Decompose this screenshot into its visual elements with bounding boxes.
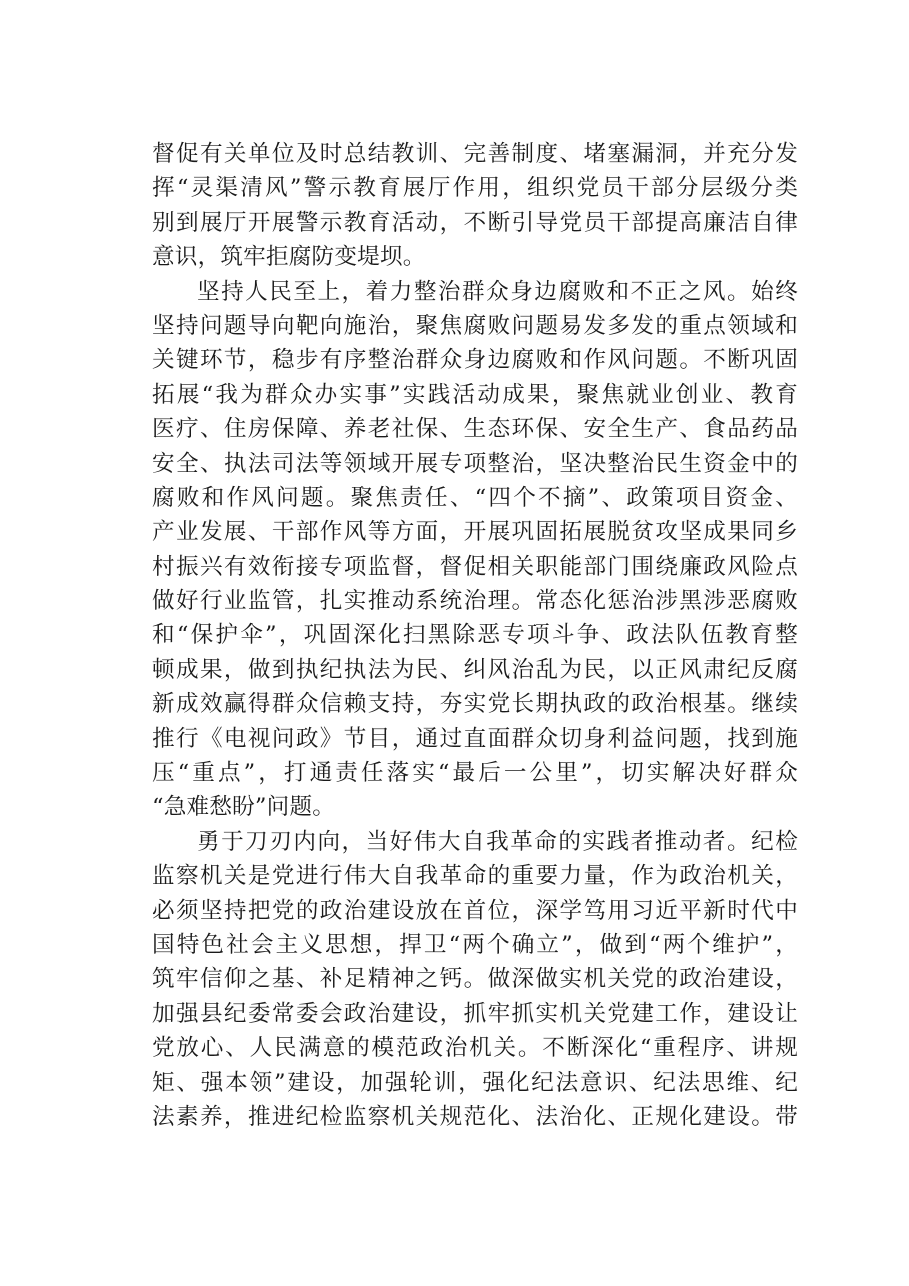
text-line: 筑牢信仰之基、补足精神之钙。做深做实机关党的政治建设， <box>152 966 798 993</box>
text-line: 监察机关是党进行伟大自我革命的重要力量，作为政治机关， <box>152 863 798 890</box>
text-line: 别到展厅开展警示教育活动，不断引导党员干部提高廉洁自律 <box>152 209 798 236</box>
text-line: 关键环节，稳步有序整治群众身边腐败和作风问题。不断巩固 <box>152 347 798 374</box>
text-line: 产业发展、干部作风等方面，开展巩固拓展脱贫攻坚成果同乡 <box>152 519 798 546</box>
document-body <box>152 137 798 1134</box>
text-line: 腐败和作风问题。聚焦责任、“四个不摘”、政策项目资金、 <box>152 484 798 511</box>
text-line: 医疗、住房保障、养老社保、生态环保、安全生产、食品药品 <box>152 416 798 443</box>
text-line: 推行《电视问政》节目，通过直面群众切身利益问题，找到施 <box>152 725 798 752</box>
text-line: 压“重点”，打通责任落实“最后一公里”，切实解决好群众 <box>152 760 798 787</box>
text-line: 安全、执法司法等领域开展专项整治，坚决整治民生资金中的 <box>152 450 798 477</box>
text-line: 法素养，推进纪检监察机关规范化、法治化、正规化建设。带 <box>152 1103 798 1130</box>
text-line: “急难愁盼”问题。 <box>152 794 336 821</box>
text-line: 勇于刀刃内向，当好伟大自我革命的实践者推动者。纪检 <box>197 828 798 855</box>
paragraph-1 <box>152 137 798 275</box>
text-line: 和“保护伞”，巩固深化扫黑除恶专项斗争、政法队伍教育整 <box>152 622 798 649</box>
text-line: 国特色社会主义思想，捍卫“两个确立”，做到“两个维护”， <box>152 931 798 958</box>
text-line: 村振兴有效衔接专项监督，督促相关职能部门围绕廉政风险点 <box>152 553 798 580</box>
text-line: 做好行业监管，扎实推动系统治理。常态化惩治涉黑涉恶腐败 <box>152 588 798 615</box>
text-line: 矩、强本领”建设，加强轮训，强化纪法意识、纪法思维、纪 <box>152 1069 798 1096</box>
text-line: 拓展“我为群众办实事”实践活动成果，聚焦就业创业、教育 <box>152 381 798 408</box>
text-line: 顿成果，做到执纪执法为民、纠风治乱为民，以正风肃纪反腐 <box>152 656 798 683</box>
text-line: 党放心、人民满意的模范政治机关。不断深化“重程序、讲规 <box>152 1035 798 1062</box>
text-line: 新成效赢得群众信赖支持，夯实党长期执政的政治根基。继续 <box>152 691 798 718</box>
text-line: 坚持人民至上，着力整治群众身边腐败和不正之风。始终 <box>197 278 798 305</box>
text-line: 意识，筑牢拒腐防变堤坝。 <box>152 244 426 271</box>
paragraph-3 <box>152 825 798 1135</box>
paragraph-2 <box>152 275 798 825</box>
text-line: 挥“灵渠清风”警示教育展厅作用，组织党员干部分层级分类 <box>152 175 798 202</box>
text-line: 坚持问题导向靶向施治，聚焦腐败问题易发多发的重点领域和 <box>152 312 798 339</box>
text-line: 督促有关单位及时总结教训、完善制度、堵塞漏洞，并充分发 <box>152 141 798 167</box>
text-line: 加强县纪委常委会政治建设，抓牢抓实机关党建工作，建设让 <box>152 1000 798 1027</box>
text-line: 必须坚持把党的政治建设放在首位，深学笃用习近平新时代中 <box>152 897 798 924</box>
